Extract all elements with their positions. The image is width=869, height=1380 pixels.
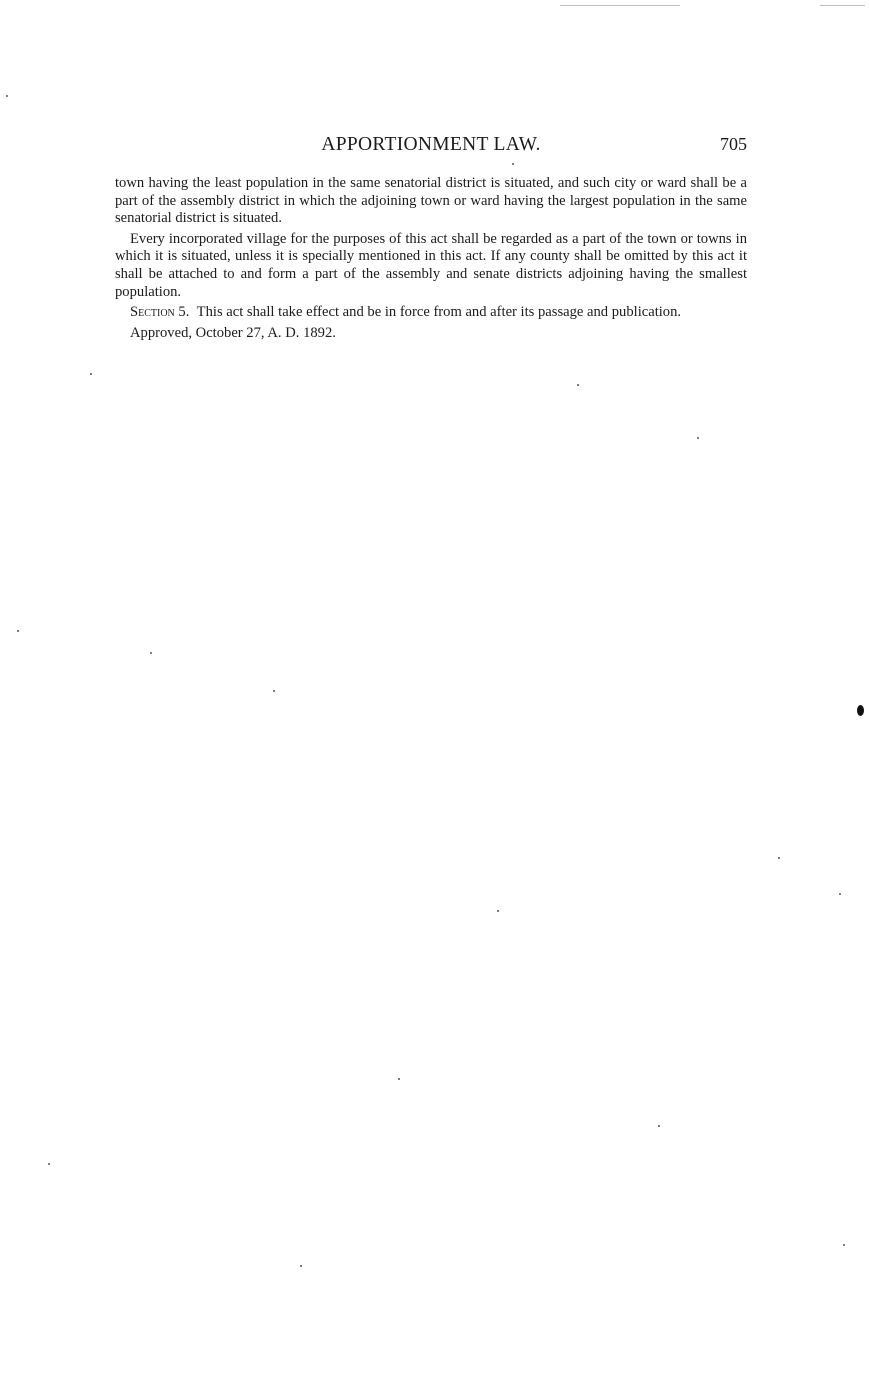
section-text: This act shall take effect and be in force from and after its passage and publication. [196,304,682,321]
scan-speck [150,652,152,654]
scan-speck [658,1125,660,1127]
scan-speck [697,437,699,439]
scan-speck [398,1078,400,1080]
scan-speck [48,1163,50,1165]
scan-edge-mark [820,5,865,6]
scan-speck [778,857,780,859]
paragraph-section-5 [115,304,747,322]
scan-speck [512,163,514,165]
ink-blot [857,705,864,716]
scan-speck [17,630,19,632]
scan-speck [300,1265,302,1267]
approval-line: Approved, October 27, A. D. 1892. [130,324,336,341]
paragraph-continuation: town having the least population in the same senatorial district is situated, and such city or ward shall be a part of the assembly district in which the adjoining town or ward having the largest population in the same senatorial district is situated. [115,175,747,227]
running-title: APPORTIONMENT LAW. [321,134,541,155]
scan-speck [843,1244,845,1246]
body-text [115,175,747,345]
section-label: Section 5. [130,304,190,321]
scan-edge-mark [560,5,680,6]
scan-speck [839,893,841,895]
scan-speck [273,690,275,692]
page-number: 705 [720,134,747,154]
paragraph-incorporated-village: Every incorporated village for the purposes of this act shall be regarded as a part of the town or towns in which it is situated, unless it is specially mentioned in this act. If any county shall be omitted by this act it shall be attached to and form a part of the assembly and senate districts adjoining having the smallest population. [115,230,747,300]
scan-speck [577,384,579,386]
scan-speck [90,373,92,375]
page-header [115,134,747,160]
scan-speck [497,910,499,912]
scan-speck [6,95,8,97]
